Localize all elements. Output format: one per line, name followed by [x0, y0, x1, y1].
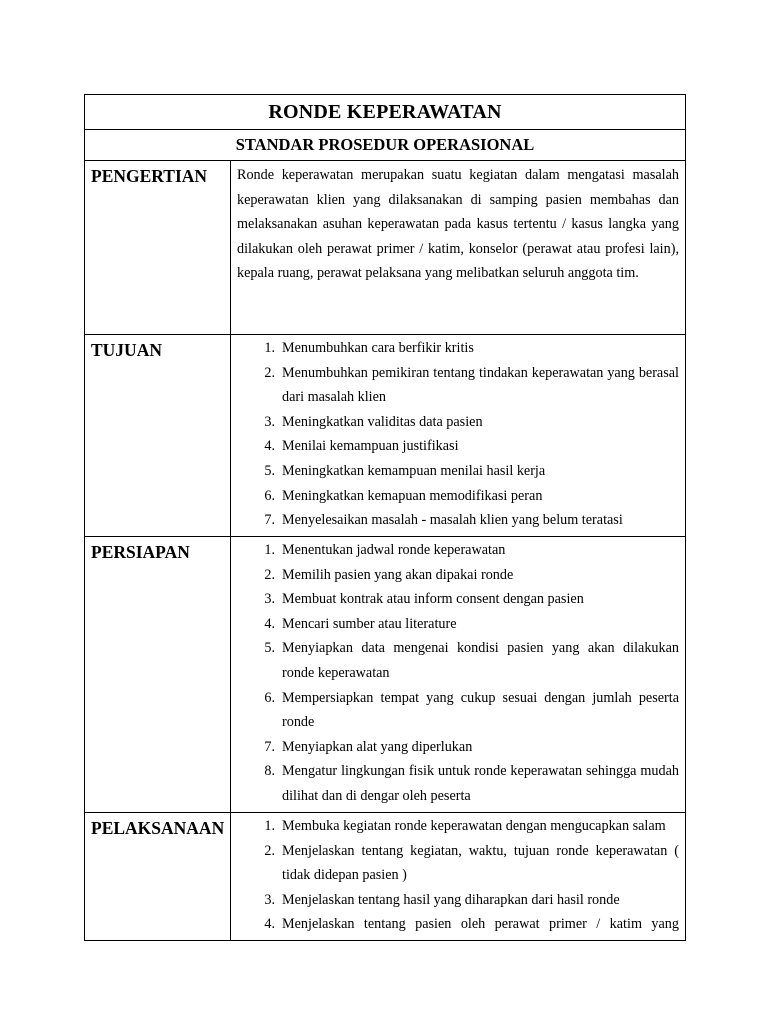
- list-item-text: Menumbuhkan pemikiran tentang tindakan keperawatan yang berasal dari masalah klien: [282, 364, 679, 406]
- list-item-number: 1.: [264, 818, 275, 834]
- list-item-number: 5.: [264, 462, 275, 479]
- list-item-text: Menyiapkan data mengenai kondisi pasien yang akan dilakukan ronde keperawatan: [282, 640, 679, 681]
- persiapan-list: [231, 537, 685, 812]
- list-item: [237, 336, 679, 361]
- list-item: [237, 484, 679, 509]
- list-item-number: 1.: [264, 542, 275, 558]
- section-content-persiapan: [231, 537, 686, 813]
- list-item: [237, 912, 679, 937]
- list-item-number: 2.: [264, 364, 275, 381]
- section-label-persiapan: PERSIAPAN: [85, 537, 231, 813]
- section-row-tujuan: [85, 335, 686, 537]
- list-item: [237, 587, 679, 612]
- list-item-text: Menyelesaikan masalah - masalah klien yang belum teratasi: [282, 512, 623, 529]
- list-item-text: Mempersiapkan tempat yang cukup sesuai dengan jumlah peserta ronde: [282, 689, 679, 731]
- list-item-number: 8.: [264, 763, 275, 780]
- list-item-text: Membuka kegiatan ronde keperawatan dengan mengucapkan salam: [282, 818, 666, 834]
- list-item: [237, 888, 679, 913]
- document-subtitle: STANDAR PROSEDUR OPERASIONAL: [85, 130, 686, 161]
- list-item-text: Menilai kemampuan justifikasi: [282, 438, 459, 455]
- list-item: [237, 735, 679, 760]
- section-row-pelaksanaan: [85, 813, 686, 941]
- list-item-number: 3.: [264, 591, 275, 608]
- section-row-persiapan: [85, 537, 686, 813]
- list-item: [237, 759, 679, 808]
- list-item: [237, 563, 679, 588]
- list-item-number: 2.: [264, 566, 275, 583]
- list-item-text: Meningkatkan kemampuan menilai hasil kerja: [282, 462, 546, 479]
- list-item-text: Menyiapkan alat yang diperlukan: [282, 738, 473, 755]
- list-item-text: Menentukan jadwal ronde keperawatan: [282, 542, 506, 558]
- list-item-number: 7.: [264, 738, 275, 755]
- list-item-number: 6.: [264, 487, 275, 504]
- section-content-tujuan: [231, 335, 686, 537]
- list-item-text: Menjelaskan tentang pasien oleh perawat primer / katim yang: [282, 916, 679, 933]
- list-item: [237, 410, 679, 435]
- list-item-number: 3.: [264, 413, 275, 430]
- list-item: [237, 612, 679, 637]
- pengertian-paragraph: Ronde keperawatan merupakan suatu kegiatan dalam mengatasi masalah keperawatan klien yang dilaksanakan di samping pasien membahas dan melaksanakan asuhan keperawatan pada kasus tertentu / kasus langka yang dilakukan oleh perawat primer / katim, konselor (perawat atau profesi lain), kepala ruang, perawat pelaksana yang melibatkan seluruh anggota tim.: [237, 167, 679, 282]
- section-content-pelaksanaan: [231, 813, 686, 941]
- section-label-pengertian: PENGERTIAN: [85, 161, 231, 335]
- list-item: [237, 686, 679, 735]
- list-item: [237, 636, 679, 685]
- list-item: [237, 459, 679, 484]
- list-item-text: Meningkatkan validitas data pasien: [282, 413, 483, 430]
- list-item: [237, 361, 679, 410]
- list-item-number: 1.: [264, 340, 275, 356]
- list-item-text: Meningkatkan kemapuan memodifikasi peran: [282, 487, 543, 504]
- pelaksanaan-list: [231, 813, 685, 940]
- list-item: [237, 538, 679, 563]
- list-item-text: Menjelaskan tentang hasil yang diharapkan dari hasil ronde: [282, 891, 620, 908]
- list-item: [237, 508, 679, 533]
- list-item-text: Mencari sumber atau literature: [282, 615, 457, 632]
- list-item-text: Memilih pasien yang akan dipakai ronde: [282, 566, 514, 583]
- list-item-number: 2.: [264, 842, 275, 859]
- list-item-number: 6.: [264, 689, 275, 706]
- list-item: [237, 434, 679, 459]
- list-item-number: 7.: [264, 512, 275, 529]
- list-item-text: Menumbuhkan cara berfikir kritis: [282, 340, 474, 356]
- list-item-number: 3.: [264, 891, 275, 908]
- list-item-text: Mengatur lingkungan fisik untuk ronde keperawatan sehingga mudah dilihat dan di dengar oleh peserta: [282, 763, 679, 804]
- sop-table: [84, 94, 686, 941]
- list-item-text: Membuat kontrak atau inform consent dengan pasien: [282, 591, 584, 608]
- list-item: [237, 814, 679, 839]
- document-title: RONDE KEPERAWATAN: [85, 95, 686, 130]
- list-item-text: Menjelaskan tentang kegiatan, waktu, tujuan ronde keperawatan ( tidak didepan pasien ): [282, 842, 679, 884]
- section-label-tujuan: TUJUAN: [85, 335, 231, 537]
- section-content-pengertian: [231, 161, 686, 335]
- list-item-number: 4.: [264, 438, 275, 455]
- list-item-number: 5.: [264, 640, 275, 657]
- list-item: [237, 839, 679, 888]
- list-item-number: 4.: [264, 916, 275, 933]
- list-item-number: 4.: [264, 615, 275, 632]
- tujuan-list: [231, 335, 685, 536]
- section-row-pengertian: [85, 161, 686, 335]
- section-label-pelaksanaan: PELAKSANAAN: [85, 813, 231, 941]
